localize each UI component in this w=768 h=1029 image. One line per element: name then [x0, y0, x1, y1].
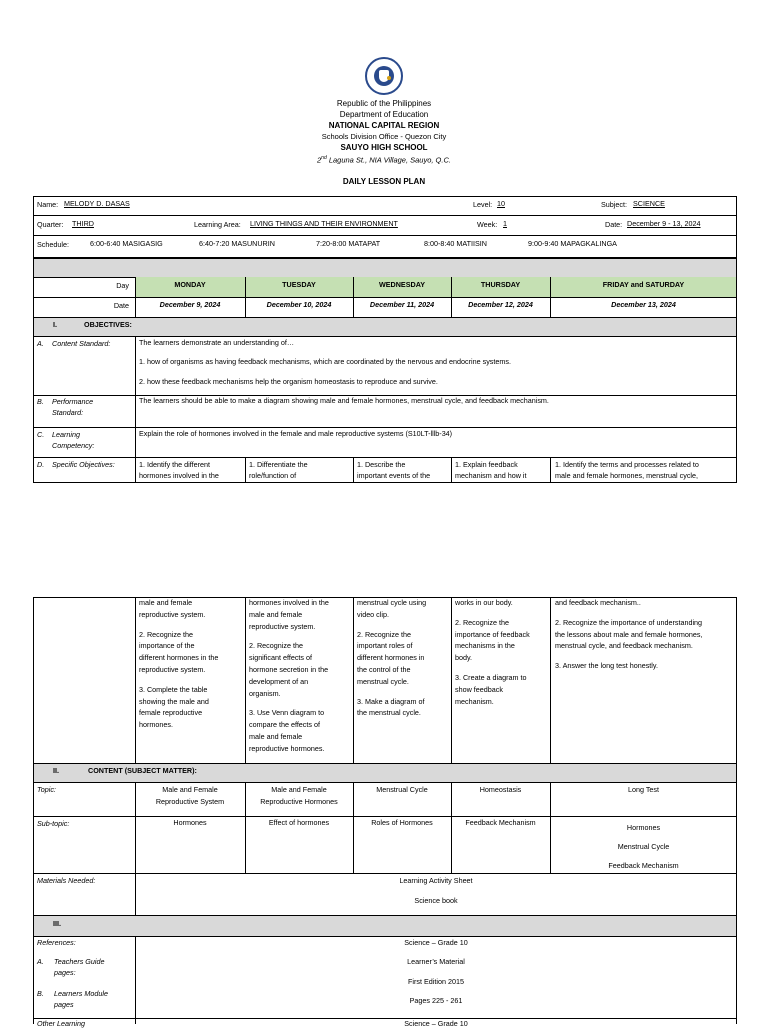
subject-label: Subject:	[601, 200, 627, 209]
objectives-heading-row	[33, 317, 737, 336]
subject-value: SCIENCE	[633, 199, 665, 208]
specific-objective-text: 1. Explain feedback	[455, 460, 518, 469]
materials-item: Science book	[414, 896, 458, 905]
teachers-guide-label: pages:	[54, 968, 76, 977]
col-divider	[135, 395, 136, 427]
content-standard-text: 1. how of organisms as having feedback mechanisms, which are coordinated by the nervous and endocrine systems.	[139, 357, 511, 366]
other-learning-label: Other Learning	[37, 1019, 85, 1028]
materials-item: Learning Activity Sheet	[399, 876, 473, 885]
learners-module-label: pages	[54, 1000, 74, 1009]
level-value: 10	[497, 199, 505, 208]
col-divider	[135, 457, 136, 483]
other-learning-value: Science – Grade 10	[404, 1019, 468, 1028]
learning-area-value: LIVING THINGS AND THEIR ENVIRONMENT	[250, 219, 398, 228]
col-divider	[550, 597, 551, 763]
specific-objective-text: 1. Identify the different	[139, 460, 210, 469]
lm-letter: B.	[37, 989, 44, 998]
day-date: December 10, 2024	[266, 300, 332, 309]
content-standard-text: 2. how these feedback mechanisms help the organism homeostasis to reproduce and survive.	[139, 377, 438, 386]
quarter-label: Quarter:	[37, 220, 64, 229]
content-num: II.	[53, 766, 59, 775]
col-divider	[451, 597, 452, 763]
header-division: Schools Division Office - Quezon City	[321, 132, 447, 141]
schedule-item: 7:20-8:00 MATAPAT	[316, 239, 381, 248]
content-heading: CONTENT (SUBJECT MATTER):	[88, 766, 197, 775]
document-title: DAILY LESSON PLAN	[342, 177, 426, 186]
topic-cell: Menstrual Cycle	[376, 785, 428, 794]
quarter-value: THIRD	[72, 219, 94, 228]
topic-cell: Male and Female Reproductive System	[155, 785, 225, 806]
specific-label: Specific Objectives:	[52, 460, 115, 469]
competency-label: Learning	[52, 430, 80, 439]
level-label: Level:	[473, 200, 493, 209]
day-date: December 9, 2024	[159, 300, 221, 309]
subtopic-cell: Roles of Hormones	[371, 818, 433, 827]
day-name: MONDAY	[174, 280, 206, 289]
subtopic-cell: Feedback Mechanism	[465, 818, 536, 827]
specific-objective-text: 1. Differentiate the	[249, 460, 308, 469]
references-label: References:	[37, 938, 76, 947]
performance-label: Performance	[52, 397, 94, 406]
objectives-heading: OBJECTIVES:	[84, 320, 132, 329]
topic-cell: Homeostasis	[479, 785, 522, 794]
objectives-num: I.	[53, 320, 57, 329]
subtopic-cell: Hormones Menstrual Cycle Feedback Mechanism	[608, 823, 679, 870]
learners-module-label: Learners Module	[54, 989, 108, 998]
day-name: FRIDAY and SATURDAY	[602, 280, 685, 289]
day-date: December 13, 2024	[611, 300, 676, 309]
competency-label: Competency:	[52, 441, 95, 450]
reference-line: Learner’s Material	[407, 957, 465, 966]
col-divider	[135, 336, 136, 395]
reference-line: Science – Grade 10	[404, 938, 468, 947]
week-label: Week:	[477, 220, 498, 229]
date-label: Date	[113, 301, 129, 310]
day-date: December 11, 2024	[369, 300, 435, 309]
col-divider	[353, 457, 354, 483]
day-date: December 12, 2024	[468, 300, 533, 309]
col-divider	[135, 427, 136, 457]
topic-cell: Male and Female Reproductive Hormones	[260, 785, 338, 806]
content-standard-letter: A.	[37, 339, 44, 348]
specific-objective-cont: male and female reproductive system. 2. Recognize the importance of the different hormones in the reproductive system. 3. Complete the table showing the male and female reproductive hormones.	[139, 598, 219, 730]
week-value: 1	[503, 219, 507, 228]
materials-label: Materials Needed:	[37, 876, 96, 885]
info-row-name	[33, 196, 737, 216]
specific-objective-cont: works in our body. 2. Recognize the importance of feedback mechanisms in the body. 3. Create a diagram to show feedback mechanism.	[455, 598, 530, 706]
specific-objective-text: role/function of	[249, 471, 297, 480]
performance-text: The learners should be able to make a diagram showing male and female hormones, menstrual cycle, and feedback mechanism.	[139, 396, 549, 405]
col-divider	[245, 457, 246, 483]
date-label: Date:	[605, 220, 623, 229]
header-address: 2nd Laguna St., NIA Village, Sauyo, Q.C.	[317, 155, 451, 165]
header-region: NATIONAL CAPITAL REGION	[328, 121, 440, 130]
topic-label: Topic:	[37, 785, 56, 794]
schedule-item: 9:00-9:40 MAPAGKALINGA	[528, 239, 617, 248]
specific-objective-text: 1. Describe the	[357, 460, 406, 469]
specific-objective-text: mechanism and how it	[455, 471, 527, 480]
deped-seal-logo	[365, 57, 403, 95]
date-value: December 9 - 13, 2024	[627, 219, 701, 228]
col-divider	[353, 597, 354, 763]
specific-letter: D.	[37, 460, 45, 469]
specific-objective-cont: hormones involved in the male and female reproductive system. 2. Recognize the significant effects of hormone secretion in the development of an organism. 3. Use Venn diagram to compare the effects of male and female reproductive hormones.	[249, 598, 329, 753]
col-divider	[550, 457, 551, 483]
topic-cell: Long Test	[627, 785, 660, 794]
specific-objective-text: 1. Identify the terms and processes related to	[555, 460, 699, 469]
schedule-item: 6:00-6:40 MASIGASIG	[90, 239, 163, 248]
teachers-guide-label: Teachers Guide	[54, 957, 105, 966]
col-divider	[451, 457, 452, 483]
day-name: TUESDAY	[282, 280, 316, 289]
schedule-item: 8:00-8:40 MATIISIN	[424, 239, 487, 248]
subtopic-cell: Hormones	[173, 818, 207, 827]
content-standard-text: The learners demonstrate an understanding of…	[139, 338, 295, 347]
col-divider	[245, 597, 246, 763]
schedule-label: Schedule:	[37, 240, 69, 249]
header-school: SAUYO HIGH SCHOOL	[340, 143, 428, 152]
tg-letter: A.	[37, 957, 44, 966]
spacer-band	[33, 258, 737, 277]
performance-label: Standard:	[52, 408, 84, 417]
schedule-item: 6:40-7:20 MASUNURIN	[199, 239, 275, 248]
learning-area-label: Learning Area:	[194, 220, 241, 229]
performance-letter: B.	[37, 397, 44, 406]
reference-line: First Edition 2015	[408, 977, 464, 986]
subtopic-label: Sub-topic:	[37, 819, 70, 828]
teacher-name: MELODY D. DASAS	[64, 199, 130, 208]
day-name: THURSDAY	[480, 280, 521, 289]
subtopic-cell: Effect of hormones	[268, 818, 330, 827]
competency-text: Explain the role of hormones involved in the female and male reproductive systems (S10LT-lllb-34)	[139, 429, 453, 438]
specific-objective-text: important events of the	[357, 471, 431, 480]
specific-objective-text: hormones involved in the	[139, 471, 219, 480]
reference-line: Pages 225 - 261	[409, 996, 463, 1005]
content-standard-label: Content Standard:	[52, 339, 111, 348]
day-name: WEDNESDAY	[378, 280, 426, 289]
day-label: Day	[116, 281, 129, 290]
section3-num: III.	[53, 919, 61, 928]
specific-objective-text: male and female hormones, menstrual cycle,	[555, 471, 699, 480]
col-divider	[135, 597, 136, 763]
header-republic: Republic of the Philippines	[336, 99, 432, 108]
specific-objective-cont: menstrual cycle using video clip. 2. Recognize the important roles of different hormones in the control of the menstrual cycle. 3. Make a diagram of the menstrual cycle.	[357, 598, 427, 718]
name-label: Name:	[37, 200, 59, 209]
header-department: Department of Education	[339, 110, 429, 119]
section3-heading-row	[33, 915, 737, 936]
specific-objective-cont: and feedback mechanism.. 2. Recognize the importance of understanding the lessons about male and female hormones, menstrual cycle, and feedback mechanism. 3. Answer the long test honestly.	[555, 598, 703, 671]
competency-letter: C.	[37, 430, 45, 439]
